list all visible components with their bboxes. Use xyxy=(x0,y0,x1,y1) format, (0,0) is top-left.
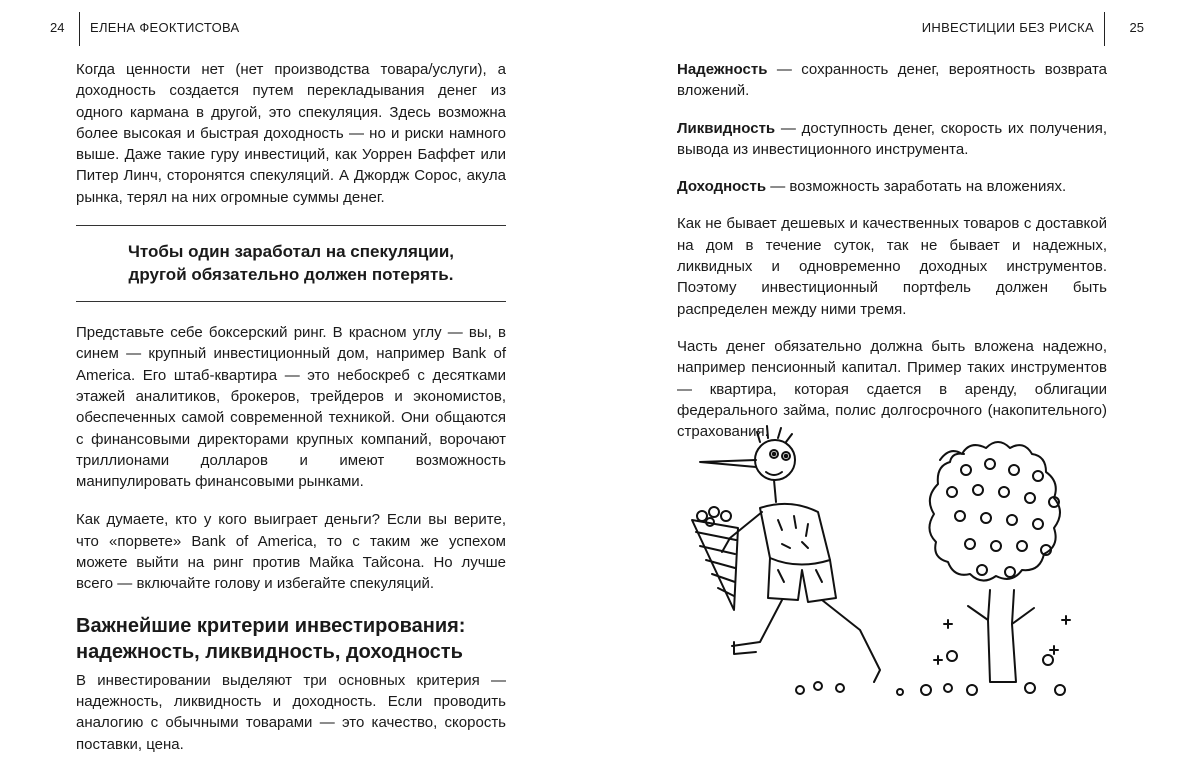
pull-quote-line: другой обязательно должен потерять. xyxy=(128,265,454,285)
definition-profitability xyxy=(677,176,1107,197)
illustration-pinocchio-tree xyxy=(690,420,1110,720)
running-head-title: ИНВЕСТИЦИИ БЕЗ РИСКА xyxy=(921,20,1094,35)
paragraph: Как думаете, кто у кого выиграет деньги? Если вы верите, что «порвете» Bank of America, то с таким же успехом можете выйти на ринг против Майка Тайсона. Но лучше всего — включайте голову и избегайте спекуляций. xyxy=(76,511,506,593)
page-number-right: 25 xyxy=(1129,20,1144,35)
page-number-left: 24 xyxy=(50,20,65,35)
paragraph: Часть денег обязательно должна быть вложена надежно, например пенсионный капитал. Пример таких инструментов — квартира, которая сдается в аренду, облигации федерального займа, полис долгосрочного (накопительного) страхования. xyxy=(677,337,1107,441)
section-heading-line: надежность, ликвидность, доходность xyxy=(76,640,463,663)
right-page xyxy=(600,0,1200,776)
running-head-author: ЕЛЕНА ФЕОКТИСТОВА xyxy=(90,20,240,35)
left-text-column xyxy=(76,59,506,772)
definition-text: — доступность денег, скорость их получения, вывода из инвестиционного инструмента. xyxy=(677,119,1107,158)
header-divider xyxy=(1104,12,1105,46)
term-label: Надежность xyxy=(677,61,768,78)
header-divider xyxy=(79,12,80,46)
section-heading-line: Важнейшие критерии инвестирования: xyxy=(76,614,466,637)
pull-quote-line: Чтобы один заработал на спекуляции, xyxy=(127,242,454,262)
definition-reliability xyxy=(677,59,1107,102)
paragraph: В инвестировании выделяют три основных критерия — надежность, ликвидность и доходность. Если проводить аналогию с обычными товарами — это качество, скорость поставки, цена. xyxy=(76,671,506,753)
pinocchio-figure xyxy=(692,426,880,682)
pull-quote xyxy=(76,225,506,302)
term-label: Доходность xyxy=(677,178,767,196)
definition-liquidity xyxy=(677,118,1107,161)
section-heading xyxy=(76,613,506,665)
paragraph: Когда ценности нет (нет производства товара/услуги), а доходность создается путем перекладывания денег из одного кармана в другой, это спекуляция. Здесь возможна более высокая и быстрая доходность — но и риски намного выше. Даже такие гуру инвестиций, как Уоррен Баффет или Питер Линч, сторонятся спекуляций. А Джордж Сорос, акула рынка, терял на них огромные суммы денег. xyxy=(76,61,506,206)
definition-text: — сохранность денег, вероятность возврата вложений. xyxy=(677,61,1107,100)
right-text-column xyxy=(677,59,1107,458)
term-label: Ликвидность xyxy=(677,119,776,137)
ground-apples xyxy=(796,682,1065,695)
paragraph: Как не бывает дешевых и качественных товаров с доставкой на дом в течение суток, так не бывает и надежных, ликвидных и одновременно доходных инструментов. Поэтому инвестиционный портфель должен быть распределен между ними тремя. xyxy=(677,215,1107,318)
apple-tree xyxy=(929,442,1070,682)
definition-text: — возможность заработать на вложениях. xyxy=(766,178,1067,196)
paragraph: Представьте себе боксерский ринг. В красном углу — вы, в синем — крупный инвестиционный дом, например Bank of America. Его штаб-квартира — это небоскреб с десятками этажей аналитиков, брокеров, трейдеров и экономистов, обеспеченных самой современной техникой. Они общаются с финансовыми директорами крупных компаний, ворочают триллионами долларов и имеют возможность манипулировать финансовыми рынками. xyxy=(76,324,506,491)
